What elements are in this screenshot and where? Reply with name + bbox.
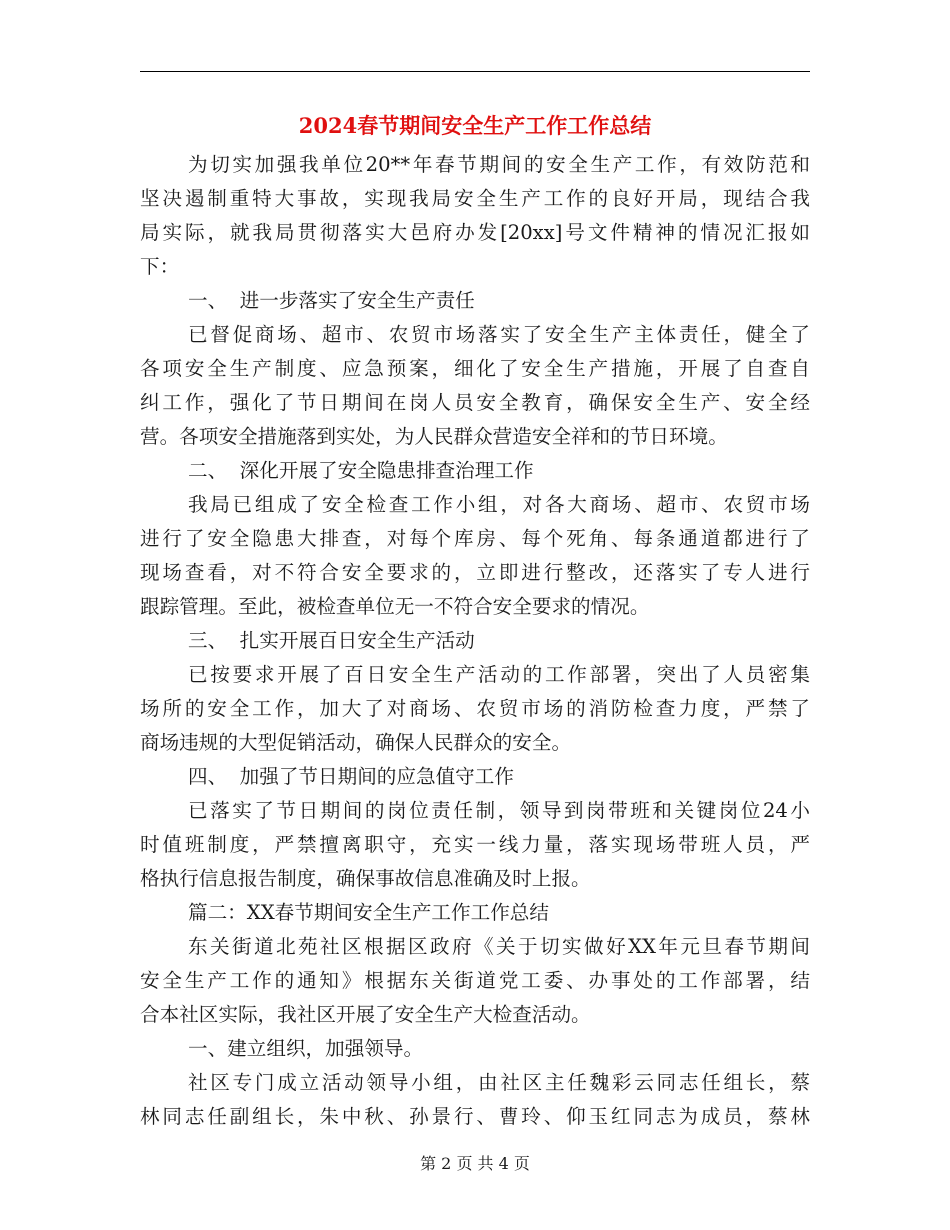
text-line: 坚决遏制重特大事故，实现我局安全生产工作的良好开局，现结合我 bbox=[140, 187, 810, 210]
text-line: 跟踪管理。至此，被检查单位无一不符合安全要求的情况。 bbox=[140, 595, 650, 618]
text-line: 时值班制度，严禁擅离职守，充实一线力量，落实现场带班人员，严 bbox=[140, 833, 810, 856]
text-line: 场所的安全工作，加大了对商场、农贸市场的消防检查力度，严禁了 bbox=[140, 697, 810, 720]
text-line: 三、 扎实开展百日安全生产活动 bbox=[188, 629, 475, 652]
text-line: 各项安全生产制度、应急预案，细化了安全生产措施，开展了自查自 bbox=[140, 357, 810, 380]
text-line: 合本社区实际，我社区开展了安全生产大检查活动。 bbox=[140, 1003, 591, 1026]
text-line: 已督促商场、超市、农贸市场落实了安全生产主体责任，健全了 bbox=[188, 323, 810, 346]
text-line: 现场查看，对不符合安全要求的，立即进行整改，还落实了专人进行 bbox=[140, 561, 810, 584]
text-line: 营。各项安全措施落到实处，为人民群众营造安全祥和的节日环境。 bbox=[140, 425, 728, 448]
text-line: 局实际，就我局贯彻落实大邑府办发[20xx]号文件精神的情况汇报如 bbox=[140, 221, 810, 244]
text-line: 东关街道北苑社区根据区政府《关于切实做好XX年元旦春节期间 bbox=[188, 935, 810, 958]
text-line: 已落实了节日期间的岗位责任制，领导到岗带班和关键岗位24小 bbox=[188, 799, 810, 822]
text-line: 安全生产工作的通知》根据东关街道党工委、办事处的工作部署，结 bbox=[140, 969, 810, 992]
text-line: 我局已组成了安全检查工作小组，对各大商场、超市、农贸市场 bbox=[188, 493, 810, 516]
text-line: 社区专门成立活动领导小组，由社区主任魏彩云同志任组长，蔡 bbox=[188, 1071, 810, 1094]
text-line: 一、建立组织，加强领导。 bbox=[188, 1037, 424, 1060]
text-line: 林同志任副组长，朱中秋、孙景行、曹玲、仰玉红同志为成员，蔡林 bbox=[140, 1105, 810, 1128]
text-line: 纠工作，强化了节日期间在岗人员安全教育，确保安全生产、安全经 bbox=[140, 391, 810, 414]
header-rule bbox=[140, 71, 810, 72]
document-title: 2024春节期间安全生产工作工作总结 bbox=[298, 113, 652, 138]
text-line: 下： bbox=[140, 255, 180, 278]
text-line: 格执行信息报告制度，确保事故信息准确及时上报。 bbox=[140, 867, 591, 890]
text-line: 四、 加强了节日期间的应急值守工作 bbox=[188, 765, 514, 788]
text-line: 进行了安全隐患大排查，对每个库房、每个死角、每条通道都进行了 bbox=[140, 527, 810, 550]
text-line: 已按要求开展了百日安全生产活动的工作部署，突出了人员密集 bbox=[188, 663, 810, 686]
page-number: 第 2 页 共 4 页 bbox=[420, 1154, 530, 1173]
text-line: 为切实加强我单位20**年春节期间的安全生产工作，有效防范和 bbox=[188, 153, 810, 176]
text-line: 一、 进一步落实了安全生产责任 bbox=[188, 289, 475, 312]
text-line: 商场违规的大型促销活动，确保人民群众的安全。 bbox=[140, 731, 572, 754]
document-body bbox=[140, 148, 810, 1134]
text-line: 篇二：XX春节期间安全生产工作工作总结 bbox=[188, 901, 549, 924]
text-line: 二、 深化开展了安全隐患排查治理工作 bbox=[188, 459, 534, 482]
